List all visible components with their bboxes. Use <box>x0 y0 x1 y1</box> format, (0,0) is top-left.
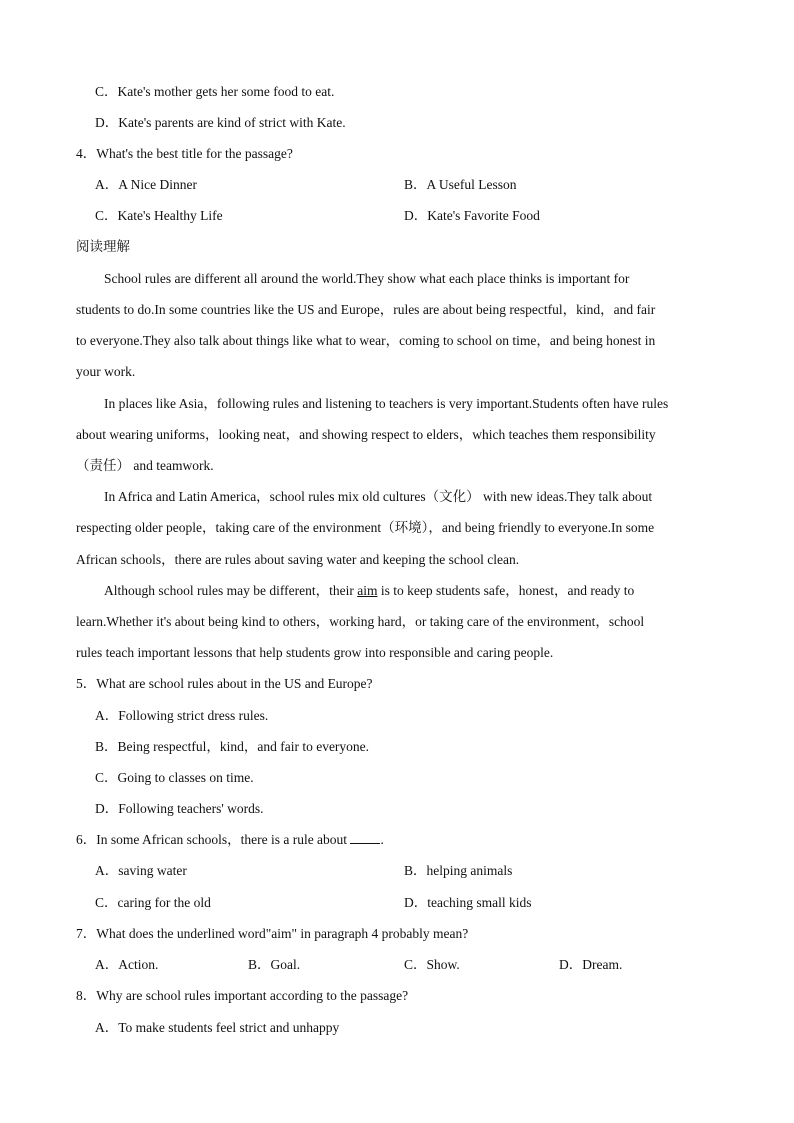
passage-p1-line4: your work. <box>76 364 136 379</box>
q5-option-d: D．Following teachers' words. <box>95 801 264 816</box>
q6-option-b: B．helping animals <box>404 863 513 878</box>
passage-p1-line2: students to do.In some countries like the US and Europe，rules are about being respectful，kind，and fair <box>76 302 656 317</box>
q7-question: 7．What does the underlined word"aim" in paragraph 4 probably mean? <box>76 926 469 941</box>
q3-option-c: C．Kate's mother gets her some food to eat. <box>95 84 335 99</box>
q7-option-d: D．Dream. <box>559 957 623 972</box>
passage-p4-line3: rules teach important lessons that help students grow into responsible and caring people. <box>76 645 554 660</box>
passage-p3-line3: African schools，there are rules about saving water and keeping the school clean. <box>76 552 520 567</box>
passage-p4-line1-before: Although school rules may be different，their <box>104 583 358 598</box>
underlined-word-aim: aim <box>357 583 378 598</box>
q6-question <box>76 831 384 849</box>
q6-option-c: C．caring for the old <box>95 895 211 910</box>
answer-blank <box>350 831 380 844</box>
q4-question: 4．What's the best title for the passage? <box>76 146 293 161</box>
q4-option-b: B．A Useful Lesson <box>404 177 517 192</box>
q6-option-d: D．teaching small kids <box>404 895 532 910</box>
q7-option-a: A．Action. <box>95 957 159 972</box>
q8-option-a: A．To make students feel strict and unhappy <box>95 1020 340 1035</box>
passage-p2-line3: （责任） and teamwork. <box>76 458 214 473</box>
q4-option-c: C．Kate's Healthy Life <box>95 208 223 223</box>
passage-p2-line2: about wearing uniforms，looking neat，and showing respect to elders，which teaches them responsibility <box>76 427 656 442</box>
passage-p3-line1: In Africa and Latin America，school rules mix old cultures（文化） with new ideas.They talk about <box>104 489 653 504</box>
q4-option-a: A．A Nice Dinner <box>95 177 197 192</box>
passage-p1-line3: to everyone.They also talk about things like what to wear，coming to school on time，and being honest in <box>76 333 656 348</box>
passage-p1-line1: School rules are different all around the world.They show what each place thinks is important for <box>104 271 630 286</box>
passage-p2-line1: In places like Asia，following rules and listening to teachers is very important.Students often have rules <box>104 396 669 411</box>
q6-question-end: . <box>380 832 384 847</box>
section-heading: 阅读理解 <box>76 239 130 254</box>
passage-p4-line1 <box>104 582 634 600</box>
q5-option-c: C．Going to classes on time. <box>95 770 254 785</box>
q6-question-text: 6．In some African schools，there is a rule about <box>76 832 351 847</box>
q5-option-a: A．Following strict dress rules. <box>95 708 269 723</box>
passage-p4-line2: learn.Whether it's about being kind to others，working hard，or taking care of the environment，school <box>76 614 645 629</box>
q7-option-c: C．Show. <box>404 957 460 972</box>
passage-p3-line2: respecting older people，taking care of the environment（环境），and being friendly to everyone.In some <box>76 520 655 535</box>
q4-option-d: D．Kate's Favorite Food <box>404 208 540 223</box>
q3-option-d: D．Kate's parents are kind of strict with Kate. <box>95 115 346 130</box>
q5-question: 5．What are school rules about in the US and Europe? <box>76 676 373 691</box>
q8-question: 8．Why are school rules important according to the passage? <box>76 988 409 1003</box>
passage-p4-line1-after: is to keep students safe，honest，and ready to <box>377 583 635 598</box>
q7-option-b: B．Goal. <box>248 957 301 972</box>
q6-option-a: A．saving water <box>95 863 187 878</box>
q5-option-b: B．Being respectful，kind，and fair to everyone. <box>95 739 370 754</box>
